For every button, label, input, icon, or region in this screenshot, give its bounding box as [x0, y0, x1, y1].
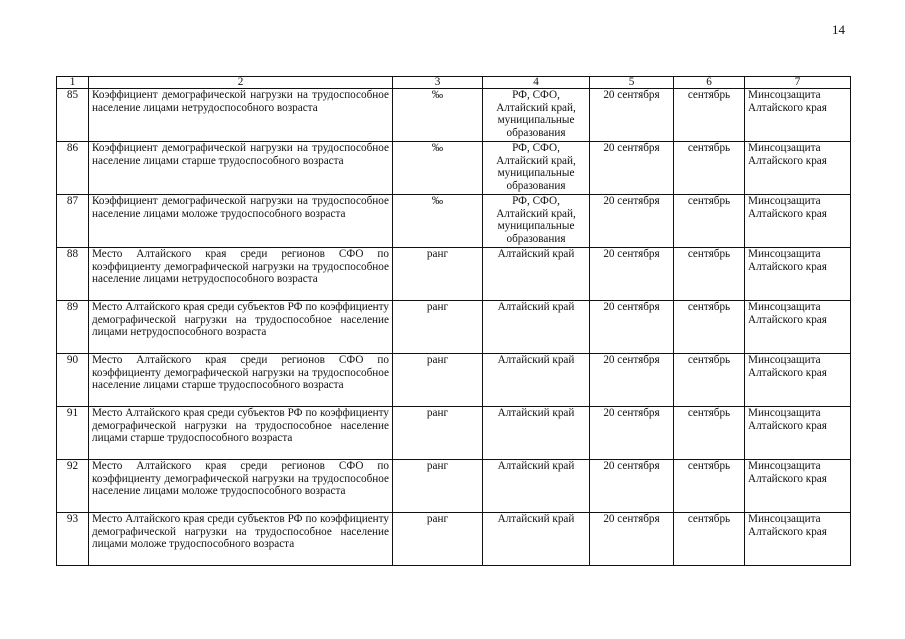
indicator-name: Место Алтайского края среди регионов СФО по коэффициенту демографической нагрузки на трудоспособное население лицами нетрудоспособного возраста	[89, 248, 393, 301]
unit-cell: ‰	[393, 142, 483, 195]
responsible-cell: Минсоцзащита Алтайского края	[745, 354, 851, 407]
indicator-name: Коэффициент демографической нагрузки на трудоспособное население лицами нетрудоспособного возраста	[89, 89, 393, 142]
unit-cell: ранг	[393, 301, 483, 354]
column-header: 6	[674, 77, 745, 89]
deadline-cell: 20 сентября	[590, 354, 674, 407]
column-header: 1	[57, 77, 89, 89]
period-cell: сентябрь	[674, 460, 745, 513]
unit-cell: ранг	[393, 354, 483, 407]
unit-cell: ранг	[393, 248, 483, 301]
column-header: 3	[393, 77, 483, 89]
deadline-cell: 20 сентября	[590, 301, 674, 354]
indicator-name: Коэффициент демографической нагрузки на трудоспособное население лицами старше трудоспособного возраста	[89, 142, 393, 195]
period-cell: сентябрь	[674, 513, 745, 566]
responsible-cell: Минсоцзащита Алтайского края	[745, 142, 851, 195]
row-number: 86	[57, 142, 89, 195]
deadline-cell: 20 сентября	[590, 407, 674, 460]
column-header: 4	[483, 77, 590, 89]
table-row	[57, 301, 851, 354]
deadline-cell: 20 сентября	[590, 460, 674, 513]
deadline-cell: 20 сентября	[590, 142, 674, 195]
period-cell: сентябрь	[674, 354, 745, 407]
deadline-cell: 20 сентября	[590, 513, 674, 566]
responsible-cell: Минсоцзащита Алтайского края	[745, 248, 851, 301]
indicator-name: Место Алтайского края среди субъектов РФ по коэффициенту демографической нагрузки на трудоспособное население лицами старше трудоспособного возраста	[89, 407, 393, 460]
row-number: 90	[57, 354, 89, 407]
row-number: 93	[57, 513, 89, 566]
deadline-cell: 20 сентября	[590, 195, 674, 248]
table-row	[57, 354, 851, 407]
responsible-cell: Минсоцзащита Алтайского края	[745, 301, 851, 354]
level-cell: Алтайский край	[483, 248, 590, 301]
table-row	[57, 142, 851, 195]
deadline-cell: 20 сентября	[590, 89, 674, 142]
column-header: 7	[745, 77, 851, 89]
level-cell: Алтайский край	[483, 460, 590, 513]
header-row	[57, 77, 851, 89]
column-header: 2	[89, 77, 393, 89]
table-row	[57, 407, 851, 460]
period-cell: сентябрь	[674, 142, 745, 195]
page-number: 14	[832, 22, 845, 37]
indicator-name: Место Алтайского края среди регионов СФО по коэффициенту демографической нагрузки на трудоспособное население лицами моложе трудоспособного возраста	[89, 460, 393, 513]
responsible-cell: Минсоцзащита Алтайского края	[745, 195, 851, 248]
responsible-cell: Минсоцзащита Алтайского края	[745, 89, 851, 142]
indicator-table	[56, 76, 851, 566]
level-cell: Алтайский край	[483, 354, 590, 407]
period-cell: сентябрь	[674, 89, 745, 142]
unit-cell: ранг	[393, 460, 483, 513]
level-cell: РФ, СФО, Алтайский край, муниципальные образования	[483, 195, 590, 248]
table-row	[57, 195, 851, 248]
table-row	[57, 460, 851, 513]
level-cell: Алтайский край	[483, 407, 590, 460]
level-cell: РФ, СФО, Алтайский край, муниципальные образования	[483, 89, 590, 142]
row-number: 85	[57, 89, 89, 142]
unit-cell: ‰	[393, 89, 483, 142]
period-cell: сентябрь	[674, 301, 745, 354]
table-row	[57, 513, 851, 566]
indicator-name: Место Алтайского края среди регионов СФО по коэффициенту демографической нагрузки на трудоспособное население лицами старше трудоспособного возраста	[89, 354, 393, 407]
level-cell: Алтайский край	[483, 301, 590, 354]
level-cell: РФ, СФО, Алтайский край, муниципальные образования	[483, 142, 590, 195]
unit-cell: ранг	[393, 407, 483, 460]
column-header: 5	[590, 77, 674, 89]
responsible-cell: Минсоцзащита Алтайского края	[745, 407, 851, 460]
period-cell: сентябрь	[674, 248, 745, 301]
row-number: 91	[57, 407, 89, 460]
indicator-name: Место Алтайского края среди субъектов РФ по коэффициенту демографической нагрузки на трудоспособное население лицами нетрудоспособного возраста	[89, 301, 393, 354]
indicator-name: Место Алтайского края среди субъектов РФ по коэффициенту демографической нагрузки на трудоспособное население лицами моложе трудоспособного возраста	[89, 513, 393, 566]
deadline-cell: 20 сентября	[590, 248, 674, 301]
row-number: 92	[57, 460, 89, 513]
row-number: 88	[57, 248, 89, 301]
level-cell: Алтайский край	[483, 513, 590, 566]
period-cell: сентябрь	[674, 407, 745, 460]
period-cell: сентябрь	[674, 195, 745, 248]
row-number: 87	[57, 195, 89, 248]
indicator-name: Коэффициент демографической нагрузки на трудоспособное население лицами моложе трудоспособного возраста	[89, 195, 393, 248]
responsible-cell: Минсоцзащита Алтайского края	[745, 460, 851, 513]
row-number: 89	[57, 301, 89, 354]
table-row	[57, 89, 851, 142]
unit-cell: ранг	[393, 513, 483, 566]
responsible-cell: Минсоцзащита Алтайского края	[745, 513, 851, 566]
table-row	[57, 248, 851, 301]
unit-cell: ‰	[393, 195, 483, 248]
